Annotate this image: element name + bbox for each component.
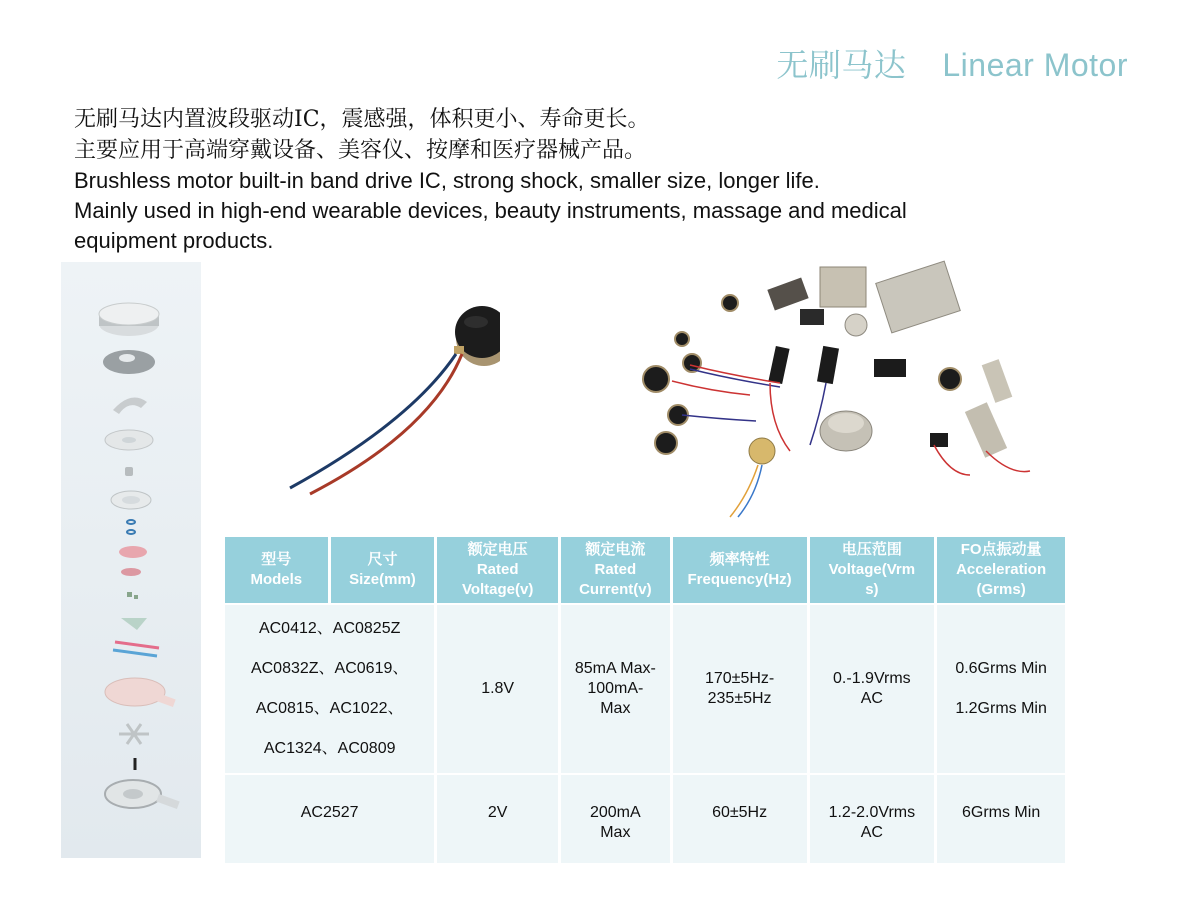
cell-frequency: 60±5Hz: [673, 775, 807, 863]
table-row: [225, 605, 1065, 773]
coin-motor-photo: [240, 262, 500, 502]
header-rated-current: 额定电流 Rated Current(v): [561, 537, 670, 603]
intro-en-line-1: Brushless motor built-in band drive IC, strong shock, smaller size, longer life.: [74, 168, 820, 193]
header-rated-voltage: 额定电压 Rated Voltage(v): [437, 537, 558, 603]
spec-table: [222, 535, 1068, 865]
page-title: [776, 40, 1128, 86]
header-acceleration: FO点振动量 Acceleration (Grms): [937, 537, 1065, 603]
table-header-row: [225, 537, 1065, 603]
header-voltage-range: 电压范围 Voltage(Vrm s): [810, 537, 935, 603]
cell-current: 85mA Max- 100mA- Max: [561, 605, 670, 773]
intro-text: [74, 104, 1114, 256]
title-english: Linear Motor: [942, 47, 1128, 83]
cell-voltage: 2V: [437, 775, 558, 863]
header-size: 尺寸 Size(mm): [331, 537, 435, 603]
intro-en-line-3: equipment products.: [74, 228, 274, 253]
intro-cn-line-2: 主要应用于高端穿戴设备、美容仪、按摩和医疗器械产品。: [74, 138, 647, 163]
intro-cn-line-1: 无刷马达内置波段驱动IC，震感强，体积更小、寿命更长。: [74, 107, 650, 132]
exploded-parts-image: [61, 262, 201, 858]
motor-assortment-photo: [620, 255, 1100, 525]
cell-models: AC2527: [225, 775, 434, 863]
cell-voltage: 1.8V: [437, 605, 558, 773]
title-chinese: 无刷马达: [776, 47, 907, 83]
cell-acceleration: 6Grms Min: [937, 775, 1065, 863]
table-row: [225, 775, 1065, 863]
cell-current: 200mA Max: [561, 775, 670, 863]
cell-models: AC0412、AC0825Z AC0832Z、AC0619、 AC0815、AC1022、 AC1324、AC0809: [225, 605, 434, 773]
header-models: 型号 Models: [225, 537, 328, 603]
cell-frequency: 170±5Hz- 235±5Hz: [673, 605, 807, 773]
cell-voltage-range: 0.-1.9Vrms AC: [810, 605, 935, 773]
cell-voltage-range: 1.2-2.0Vrms AC: [810, 775, 935, 863]
intro-en-line-2: Mainly used in high-end wearable devices, beauty instruments, massage and medical: [74, 198, 907, 223]
header-frequency: 频率特性 Frequency(Hz): [673, 537, 807, 603]
cell-acceleration: 0.6Grms Min 1.2Grms Min: [937, 605, 1065, 773]
